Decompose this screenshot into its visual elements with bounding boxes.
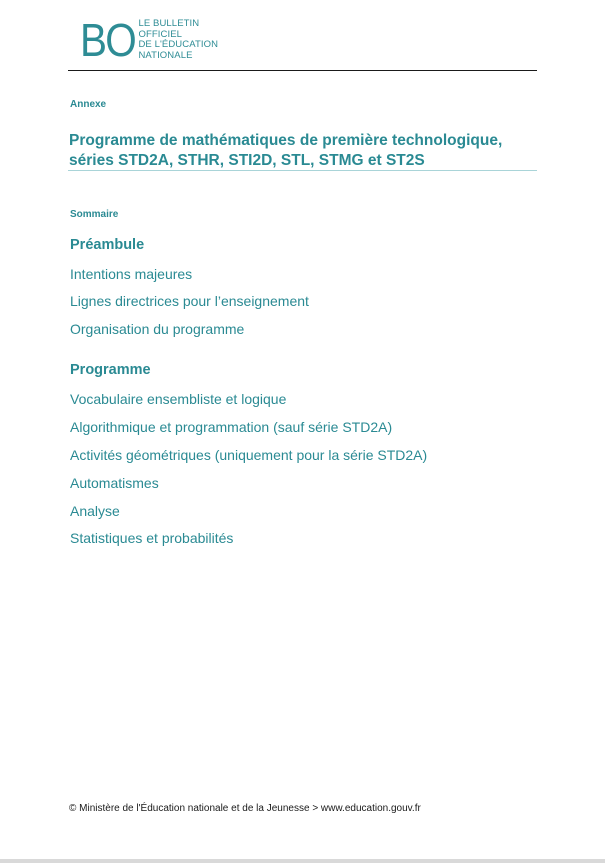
logo-mark: BO (80, 14, 135, 66)
header-divider (68, 70, 537, 71)
toc-item-automatismes[interactable]: Automatismes (70, 475, 159, 491)
title-divider (68, 170, 537, 171)
toc-item-vocabulaire[interactable]: Vocabulaire ensembliste et logique (70, 391, 287, 407)
page-footer: © Ministère de l'Éducation nationale et de la Jeunesse > www.education.gouv.fr (69, 803, 421, 814)
logo-line-1: LE BULLETIN (138, 18, 200, 29)
toc-item-organisation-programme[interactable]: Organisation du programme (70, 321, 245, 337)
bo-logo (80, 16, 218, 66)
toc-item-intentions-majeures[interactable]: Intentions majeures (70, 266, 193, 282)
toc-item-analyse[interactable]: Analyse (70, 503, 120, 519)
document-title (69, 131, 539, 171)
section-heading-programme[interactable]: Programme (70, 362, 151, 378)
toc-item-activites-geometriques[interactable]: Activités géométriques (uniquement pour la série STD2A) (70, 447, 428, 463)
toc-item-lignes-directrices[interactable]: Lignes directrices pour l’enseignement (70, 293, 309, 309)
section-heading-preambule[interactable]: Préambule (70, 237, 145, 253)
toc-item-statistiques[interactable]: Statistiques et probabilités (70, 530, 234, 546)
sommaire-label: Sommaire (70, 209, 119, 220)
page-bottom-edge (0, 859, 605, 863)
title-line-2: séries STD2A, STHR, STI2D, STL, STMG et ST2S (69, 152, 425, 169)
toc-item-algorithmique[interactable]: Algorithmique et programmation (sauf série STD2A) (70, 419, 393, 435)
logo-text (138, 16, 218, 61)
title-line-1: Programme de mathématiques de première technologique, (69, 132, 503, 149)
logo-line-2: OFFICIEL (138, 28, 183, 40)
logo-line-4: NATIONALE (138, 49, 193, 61)
annexe-label: Annexe (70, 99, 107, 110)
logo-line-3: DE L'ÉDUCATION (138, 39, 219, 50)
